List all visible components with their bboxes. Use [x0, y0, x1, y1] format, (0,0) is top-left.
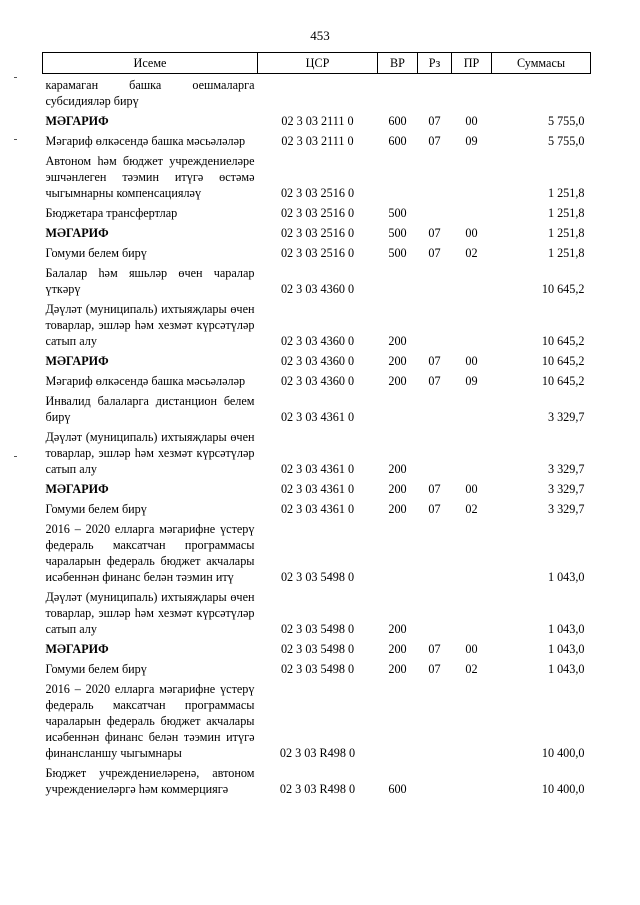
- cell-rz: [418, 74, 452, 111]
- cell-sum: 1 251,8: [547, 246, 585, 260]
- cell-vr: 200: [388, 642, 407, 656]
- cell-csr: 02 3 03 2111 0: [281, 134, 354, 148]
- cell-pr: 00: [465, 114, 478, 128]
- cell-sum: 10 645,2: [541, 354, 585, 368]
- cell-vr: 200: [388, 502, 407, 516]
- cell-sum: 5 755,0: [547, 134, 585, 148]
- table-row: [43, 202, 591, 222]
- table-row: [43, 74, 591, 111]
- cell-sum: 3 329,7: [547, 482, 585, 496]
- cell-csr: 02 3 03 4361 0: [280, 462, 355, 476]
- header-pr: ПР: [452, 53, 492, 74]
- cell-name: Гомуми белем бирү: [45, 502, 147, 516]
- cell-pr: 02: [465, 662, 478, 676]
- cell-vr: 200: [388, 354, 407, 368]
- cell-name: Мәгариф өлкәсендә башка мәсьәләләр: [45, 374, 246, 388]
- cell-name: МӘГАРИФ: [45, 114, 109, 128]
- table-row: [43, 110, 591, 130]
- table-row: [43, 370, 591, 390]
- cell-vr: 600: [388, 782, 407, 796]
- cell-csr: 02 3 03 4360 0: [280, 374, 355, 388]
- cell-vr: 200: [388, 462, 407, 476]
- page-number: 453: [310, 28, 330, 43]
- cell-sum: 10 645,2: [541, 374, 585, 388]
- cell-rz: 07: [428, 114, 441, 128]
- cell-sum: 3 329,7: [547, 462, 585, 476]
- cell-rz: 07: [428, 246, 441, 260]
- cell-csr: 02 3 03 2516 0: [280, 246, 355, 260]
- cell-rz: 07: [428, 226, 441, 240]
- cell-csr: 02 3 03 R498 0: [279, 782, 356, 796]
- cell-vr: [378, 150, 418, 202]
- cell-rz: [418, 390, 452, 426]
- cell-vr: 200: [388, 374, 407, 388]
- cell-vr: 200: [388, 622, 407, 636]
- cell-csr: 02 3 03 4360 0: [280, 334, 355, 348]
- cell-csr: 02 3 03 5498 0: [280, 642, 355, 656]
- cell-sum: 1 043,0: [547, 662, 585, 676]
- cell-rz: [418, 678, 452, 762]
- table-row: [43, 242, 591, 262]
- cell-rz: [418, 150, 452, 202]
- cell-csr: 02 3 03 2111 0: [281, 114, 354, 128]
- table-row: [43, 150, 591, 202]
- cell-pr: 00: [465, 354, 478, 368]
- cell-name: Балалар һәм яшьләр өчен чаралар үткәрү: [45, 266, 255, 296]
- cell-csr: 02 3 03 R498 0: [279, 746, 356, 760]
- cell-vr: [378, 678, 418, 762]
- margin-mark: [14, 77, 17, 78]
- cell-vr: 500: [388, 226, 407, 240]
- cell-rz: 07: [428, 502, 441, 516]
- table-row: [43, 658, 591, 678]
- cell-vr: 600: [388, 114, 407, 128]
- cell-pr: [452, 74, 492, 111]
- cell-rz: [418, 202, 452, 222]
- cell-sum: 10 400,0: [541, 746, 585, 760]
- cell-sum: 10 645,2: [541, 334, 585, 348]
- cell-name: Мәгариф өлкәсендә башка мәсьәләләр: [45, 134, 246, 148]
- cell-pr: [452, 202, 492, 222]
- cell-name: Бюджетара трансфертлар: [45, 206, 178, 220]
- cell-csr: 02 3 03 5498 0: [280, 662, 355, 676]
- cell-name: Дәүләт (муниципаль) ихтыяҗлары өчен товарлар, эшләр һәм хезмәт күрсәтүләр сатып алу: [45, 430, 255, 476]
- cell-rz: [418, 586, 452, 638]
- cell-name: карамаган башка оешмаларга субсидияләр бирү: [45, 78, 255, 108]
- cell-sum: 3 329,7: [547, 502, 585, 516]
- budget-table: [42, 52, 591, 798]
- cell-pr: 09: [465, 134, 478, 148]
- cell-pr: 00: [465, 226, 478, 240]
- cell-pr: [452, 262, 492, 298]
- table-row: [43, 678, 591, 762]
- header-rz: Рз: [418, 53, 452, 74]
- cell-csr: 02 3 03 4361 0: [280, 502, 355, 516]
- cell-csr: 02 3 03 4360 0: [280, 354, 355, 368]
- cell-sum: 1 043,0: [547, 642, 585, 656]
- cell-name: МӘГАРИФ: [45, 482, 109, 496]
- cell-vr: 200: [388, 662, 407, 676]
- cell-sum: 1 043,0: [547, 622, 585, 636]
- header-name: Исеме: [43, 53, 258, 74]
- cell-name: Дәүләт (муниципаль) ихтыяҗлары өчен товарлар, эшләр һәм хезмәт күрсәтүләр сатып алу: [45, 302, 255, 348]
- cell-pr: 09: [465, 374, 478, 388]
- cell-pr: 00: [465, 482, 478, 496]
- cell-pr: [452, 518, 492, 586]
- table-row: [43, 638, 591, 658]
- cell-sum: 5 755,0: [547, 114, 585, 128]
- table-row: [43, 130, 591, 150]
- cell-pr: [452, 678, 492, 762]
- cell-vr: 500: [388, 206, 407, 220]
- cell-pr: [452, 150, 492, 202]
- cell-vr: 200: [388, 334, 407, 348]
- cell-sum: 10 400,0: [541, 782, 585, 796]
- table-row: [43, 518, 591, 586]
- cell-name: 2016 – 2020 елларга мәгарифне үстерү федераль максатчан программасы чараларын федераль бюджет акчалары исәбеннән финанс белән тәэмин итүгә финансланшу чыгымнары: [45, 682, 255, 760]
- cell-rz: 07: [428, 354, 441, 368]
- cell-rz: [418, 426, 452, 478]
- margin-mark: [14, 139, 17, 140]
- cell-csr: 02 3 03 4361 0: [280, 482, 355, 496]
- cell-pr: [452, 586, 492, 638]
- cell-name: Автоном һәм бюджет учреждениеләре эшчәнлеген тәэмин итүгә өстәмә чыгымнарны компенсацияләү: [45, 154, 255, 200]
- cell-rz: [418, 518, 452, 586]
- cell-rz: 07: [428, 374, 441, 388]
- cell-pr: [452, 298, 492, 350]
- cell-name: Бюджет учреждениеләренә, автоном учреждениеләргә һәм коммерциягә: [45, 766, 255, 796]
- cell-csr: 02 3 03 2516 0: [280, 186, 355, 200]
- cell-vr: [378, 518, 418, 586]
- header-vr: ВР: [378, 53, 418, 74]
- cell-sum: [492, 74, 591, 111]
- cell-rz: [418, 262, 452, 298]
- cell-sum: 1 251,8: [547, 186, 585, 200]
- header-sum: Суммасы: [492, 53, 591, 74]
- table-header-row: [43, 53, 591, 74]
- table-body: [43, 74, 591, 799]
- cell-sum: 1 043,0: [547, 570, 585, 584]
- cell-name: Гомуми белем бирү: [45, 246, 147, 260]
- cell-pr: [452, 426, 492, 478]
- cell-vr: [378, 262, 418, 298]
- cell-sum: 3 329,7: [547, 410, 585, 424]
- table-row: [43, 426, 591, 478]
- cell-rz: [418, 762, 452, 798]
- table-row: [43, 262, 591, 298]
- cell-csr: 02 3 03 4360 0: [280, 282, 355, 296]
- cell-vr: 500: [388, 246, 407, 260]
- cell-name: МӘГАРИФ: [45, 354, 109, 368]
- table-row: [43, 478, 591, 498]
- cell-pr: 02: [465, 246, 478, 260]
- cell-csr: 02 3 03 5498 0: [280, 570, 355, 584]
- cell-csr: [258, 74, 378, 111]
- table-row: [43, 390, 591, 426]
- cell-rz: 07: [428, 482, 441, 496]
- cell-name: МӘГАРИФ: [45, 226, 109, 240]
- table-row: [43, 586, 591, 638]
- table-row: [43, 350, 591, 370]
- cell-pr: [452, 390, 492, 426]
- cell-csr: 02 3 03 2516 0: [280, 226, 355, 240]
- table-row: [43, 222, 591, 242]
- cell-csr: 02 3 03 4361 0: [280, 410, 355, 424]
- cell-rz: 07: [428, 134, 441, 148]
- cell-rz: [418, 298, 452, 350]
- cell-pr: [452, 762, 492, 798]
- header-csr: ЦСР: [258, 53, 378, 74]
- cell-vr: 600: [388, 134, 407, 148]
- cell-pr: 02: [465, 502, 478, 516]
- cell-name: Дәүләт (муниципаль) ихтыяҗлары өчен товарлар, эшләр һәм хезмәт күрсәтүләр сатып алу: [45, 590, 255, 636]
- cell-vr: 200: [388, 482, 407, 496]
- table-row: [43, 498, 591, 518]
- cell-csr: 02 3 03 2516 0: [280, 206, 355, 220]
- cell-csr: 02 3 03 5498 0: [280, 622, 355, 636]
- cell-vr: [378, 74, 418, 111]
- table-row: [43, 762, 591, 798]
- table-row: [43, 298, 591, 350]
- cell-pr: 00: [465, 642, 478, 656]
- cell-sum: 1 251,8: [547, 226, 585, 240]
- cell-name: Гомуми белем бирү: [45, 662, 147, 676]
- cell-name: МӘГАРИФ: [45, 642, 109, 656]
- cell-rz: 07: [428, 642, 441, 656]
- cell-sum: 10 645,2: [541, 282, 585, 296]
- margin-mark: [14, 456, 17, 457]
- cell-vr: [378, 390, 418, 426]
- cell-name: 2016 – 2020 елларга мәгарифне үстерү федераль максатчан программасы чараларын федераль бюджет акчалары исәбеннән финанс белән тәэмин итү: [45, 522, 255, 584]
- cell-name: Инвалид балаларга дистанцион белем бирү: [45, 394, 255, 424]
- cell-sum: 1 251,8: [547, 206, 585, 220]
- cell-rz: 07: [428, 662, 441, 676]
